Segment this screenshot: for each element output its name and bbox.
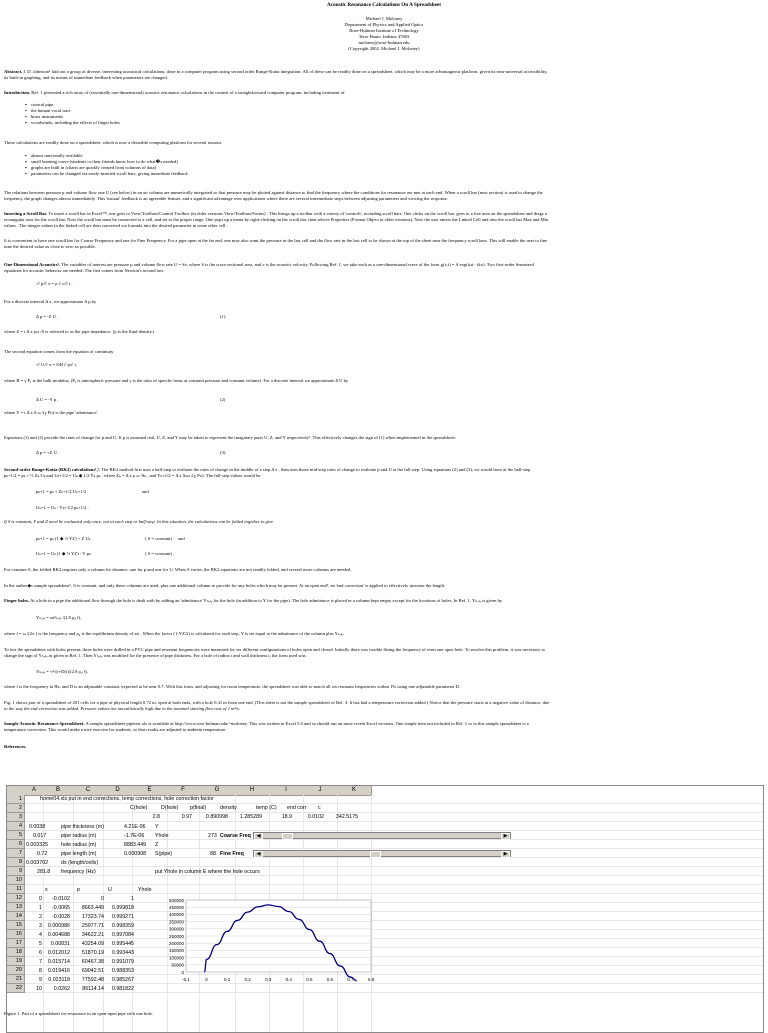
cell-e9: put Yhole in column E where the hole occurs bbox=[155, 869, 260, 875]
eq-1-number: (1) bbox=[220, 314, 226, 319]
cell-b9: frequency (Hz) bbox=[61, 869, 96, 875]
cell-a1: home04.xls put in end corrections, temp corrections, hole correction factor bbox=[40, 796, 214, 802]
table-cell: 10 bbox=[36, 986, 42, 992]
eq-3: Δ p = +Z U . bbox=[36, 450, 60, 455]
list-item: ▪ parameters can be changed via easily-inserted scroll bars, giving immediate feedback bbox=[31, 171, 188, 177]
y-tick-label: 350000 bbox=[168, 919, 184, 925]
grid-line bbox=[25, 875, 763, 876]
table-cell: 1 bbox=[131, 896, 134, 902]
row-header[interactable]: 4 bbox=[7, 822, 25, 831]
row-header[interactable]: 21 bbox=[7, 975, 25, 984]
column-header[interactable]: C bbox=[73, 786, 104, 796]
cell-a9: 281.8 bbox=[37, 869, 51, 875]
row-header[interactable]: 8 bbox=[7, 858, 25, 867]
header-cell: c bbox=[318, 805, 321, 811]
grid-line bbox=[25, 821, 763, 822]
row-header[interactable]: 19 bbox=[7, 957, 25, 966]
table-cell: 0.012012 bbox=[47, 950, 70, 956]
column-header[interactable]: B bbox=[43, 786, 74, 796]
row-header[interactable]: 7 bbox=[7, 849, 25, 858]
table-cell: 77592.48 bbox=[81, 977, 104, 983]
scroll-left-icon[interactable]: ◀ bbox=[254, 833, 263, 840]
fold-eq-1: pₖ+1 = pₖ (1 ◆ ½ YZ) + Z Uₖ bbox=[36, 536, 91, 541]
para-convenient-2: tune the desired value as close to zero as possible. bbox=[4, 244, 96, 249]
scroll-bar-para-2: rectangular area for the scroll bar. Now the scroll bar must be connected to a cell, and set to the proper range. One pops up a menu by right-clicking on the scroll bar, then selects Properties (Format Object in older versions). Now the user enters the Linked Cell and also the scroll bar Max and Min bbox=[4, 217, 549, 222]
table-cell: 8 bbox=[39, 968, 42, 974]
scroll-left-icon[interactable]: ◀ bbox=[254, 851, 263, 858]
coarse-freq-label: Coarse Freq bbox=[220, 833, 251, 839]
value-cell: 0.97 bbox=[181, 814, 192, 820]
header-cell: p(final) bbox=[190, 805, 207, 811]
cell-b8: dx (length/cells) bbox=[61, 860, 99, 866]
grid-line bbox=[25, 911, 763, 912]
eq-3-number: (3) bbox=[220, 450, 226, 455]
fold-eq-2: Uₖ+1 = Uₖ (1 ◆ ½ YZ) - Y pₖ bbox=[36, 551, 91, 556]
para-constant-s: For constant S, the folded RK2 requires only a column for distance, one for p and one for U. When S varies, the RK2 equations are not readily folded, and several more columns are needed. bbox=[4, 567, 352, 572]
grid-line bbox=[25, 974, 763, 975]
table-cell: 9 bbox=[39, 977, 42, 983]
table-cell: 0.995445 bbox=[111, 941, 134, 947]
y-tick-label: 500000 bbox=[168, 897, 184, 903]
para-second: The second equation comes from the equation of continuity bbox=[4, 349, 114, 354]
eq-2-number: (2) bbox=[220, 397, 226, 402]
y-tick-label: 200000 bbox=[168, 941, 184, 946]
para-bulk: where B = γ Pₐ is the bulk modulus, (Pₐ is atmospheric pressure and γ is the ratio of specific heats at constant pressure and constant volume). For a discrete interval we approximate Δ U by bbox=[4, 378, 349, 383]
table-cell: 43254.09 bbox=[81, 941, 104, 947]
row-header[interactable]: 16 bbox=[7, 930, 25, 939]
para-s-constant: If S is constant, Y and Z need be evaluated only once, not at each step or half-step. In this situation, the calculations can be folded together to give bbox=[4, 519, 274, 524]
grid-line bbox=[25, 938, 763, 939]
cell-b5: pipe radius (m) bbox=[61, 833, 97, 839]
abstract-line1: Abstract. I. D. Johnston¹ laid out a group of diverse, interesting acoustical calculations, done in a computer program using second order Runge-Kutta integration. All of these can be readily done on a spreadsheet, which may be a more advantageous platform, given its near-universal accessibility, bbox=[4, 69, 548, 74]
intro: Introduction. Ref. 1 presented a rich array of (essentially one-dimensional) acoustic resonance calculations in the context of a straightforward computer program, including treatment of bbox=[4, 90, 345, 95]
value-cell: 1.285289 bbox=[239, 814, 262, 820]
para-fig-1: Fig. 1 shows part of a spreadsheet of 201 cells for a pipe of physical length 0.72 m, open at both ends, with a hole 0.41 m from one end. (This sheet is not the sample spreadsheet of Ref. 3. It has had a temperature correction added.) Notice that the pressure starts at a negative value of distance, due bbox=[4, 700, 550, 705]
para-hz: where f is the frequency in Hz, and D is an adjustable constant, expected to be near 0.7. With this form, and adjusting for room temperature, the spreadsheet was able to match all six resonant frequencies within 1% using one adjustable parameter D. bbox=[4, 684, 461, 689]
table-cell: 0.988353 bbox=[111, 968, 134, 974]
rk-eq-2: Uₖ+1 = Uₖ - Yₖ+1/2 pₖ+1/2 . bbox=[36, 505, 89, 510]
rk-eq-1: pₖ+1 = pₖ + Zₖ+1/2 Uₖ+1/2 bbox=[36, 489, 87, 494]
coarse-frequency-scrollbar[interactable] bbox=[253, 832, 511, 839]
y-tick-label: 100000 bbox=[168, 955, 184, 961]
eq-newton: -∂ p/∂ x = ρ ∂ v/∂ t , bbox=[36, 281, 73, 286]
para-admittance: where Y = i Δ x S ω /(γ Po) is the pipe 'admittance'. bbox=[4, 410, 99, 415]
y-tick-label: 400000 bbox=[168, 912, 184, 918]
table-cell: 0.999271 bbox=[111, 914, 134, 920]
references-title: References. bbox=[4, 744, 27, 749]
table-cell: 0.015714 bbox=[47, 959, 70, 965]
column-header[interactable]: H bbox=[235, 786, 270, 796]
table-cell: 17323.74 bbox=[81, 914, 104, 920]
x-tick-label: 0.5 bbox=[306, 977, 313, 982]
row-header[interactable]: 13 bbox=[7, 903, 25, 912]
table-cell: 86114.14 bbox=[82, 986, 104, 992]
scroll-bar-para-1: Inserting a Scroll Bar. To insert a scroll bar in Excel™, one goes to View/Toolbars/Control Toolbox (in older versions View/Toolbars/Forms) . This brings up a toolbar with a variety of 'controls', including scroll bars. One clicks on the scroll bar, goes to a free area on the spreadsheet and drags a bbox=[4, 211, 547, 216]
sample-para-1: Sample Acoustic Resonance Spreadsheet. A sample spreadsheet pipetest.xls is available at http://www.rose-hulman.edu/~moloney. This was written in Excel 5.0 and so should run on more recent Excel versions. One simple item not included in Ref. 1 or in this sample spreadsheet is a bbox=[4, 721, 529, 726]
table-cell: 0.985267 bbox=[111, 977, 134, 983]
header-cell: D(hole) bbox=[161, 805, 179, 811]
city: Terre Haute, Indiana 47803 bbox=[358, 34, 410, 39]
row-header[interactable]: 2 bbox=[7, 804, 25, 813]
list-item: ▪ the human vocal tract bbox=[31, 108, 71, 114]
list-item: ▪ small learning curve (students or their friends know how to do what�s needed) bbox=[31, 159, 178, 165]
table-cell: 0.00831 bbox=[50, 941, 70, 947]
grid-line bbox=[25, 857, 763, 858]
table-cell: 7 bbox=[39, 959, 42, 965]
row-header[interactable]: 18 bbox=[7, 948, 25, 957]
cell-b7: pipe length (m) bbox=[61, 851, 97, 857]
table-cell: 4 bbox=[39, 932, 42, 938]
row-header[interactable]: 3 bbox=[7, 813, 25, 822]
grid-line bbox=[25, 956, 763, 957]
table-cell: -0.0102 bbox=[52, 896, 70, 902]
cell-e6: Z bbox=[155, 842, 159, 848]
grid-line bbox=[25, 848, 763, 849]
table-cell: 60467.38 bbox=[81, 959, 104, 965]
scroll-right-icon[interactable]: ▶ bbox=[501, 833, 510, 840]
cell-b4: pipe thickness (m) bbox=[61, 824, 104, 830]
column-header[interactable]: J bbox=[303, 786, 338, 796]
y-tick-label: 300000 bbox=[168, 926, 184, 932]
cell-d4: 4.21E-06 bbox=[124, 824, 146, 830]
row-header[interactable]: 6 bbox=[7, 840, 25, 849]
copyright: (Copyright 2002, Michael J. Moloney) bbox=[348, 46, 420, 51]
column-header[interactable]: A bbox=[25, 786, 44, 796]
para-equations: Equations (1) and (2) provide the rates of change for p and U. If p is assumed real, U, Z, and Y may be taken to represent the imaginary parts U, Z, and Y respectively¹. This effectively changes the sign of (1) when implemented in the spreadsheet: bbox=[4, 435, 456, 440]
abstract-line2: its built-in graphing, and its means of immediate feedback when parameters are changed. bbox=[4, 75, 168, 80]
table-cell: 0.004688 bbox=[47, 932, 70, 938]
grid-line bbox=[25, 992, 763, 993]
para-easy: These calculations are readily done on a spreadsheet, which is now a desirable computing platform for several reasons bbox=[4, 140, 222, 145]
grid-line bbox=[25, 866, 763, 867]
value-cell: 0.0102 bbox=[307, 814, 324, 820]
column-header[interactable]: K bbox=[337, 786, 372, 796]
x-tick-label: 0.4 bbox=[285, 977, 292, 982]
column-header[interactable]: D bbox=[103, 786, 133, 796]
email: moloney@rose-hulman.edu bbox=[358, 40, 410, 45]
table-cell: 0.000986 bbox=[47, 923, 70, 929]
header-cell: temp (C) bbox=[256, 805, 277, 811]
scroll-thumb[interactable] bbox=[370, 851, 381, 858]
row-header[interactable]: 15 bbox=[7, 921, 25, 930]
table-cell: 0.998359 bbox=[111, 923, 134, 929]
y-tick-label: 250000 bbox=[168, 933, 184, 939]
table-cell: 0.019416 bbox=[47, 968, 70, 974]
para-z: where Z = i Δ x ρω /S is referred to as the pipe impedance. (ρ is the fluid density.) bbox=[4, 329, 155, 334]
scroll-right-icon[interactable]: ▶ bbox=[501, 851, 510, 858]
table-cell: 0.999818 bbox=[111, 905, 134, 911]
table-cell: 69042.51 bbox=[81, 968, 104, 974]
grid-line bbox=[25, 893, 763, 894]
eq-2: Δ U = -Y p , bbox=[36, 397, 59, 402]
y-tick-label: 0 bbox=[181, 969, 184, 975]
rk-para-1: Second-order Runge-Kutta (RK2) calculations¹,². The RK2 method first uses a half-step to evaluate the rates of change in the middle of a step Δ x , then uses those mid-step rates of change to evaluate p and U at the full step. Using equations (2) and (3), we would have at the half-step bbox=[4, 467, 531, 472]
table-cell: 0 bbox=[39, 896, 42, 902]
cell-a5: 0.017 bbox=[33, 833, 47, 839]
cell-d7: 0.000908 bbox=[124, 851, 147, 857]
column-header[interactable]: G bbox=[199, 786, 236, 796]
fold-eq-1-note: ( S = constant) bbox=[145, 536, 172, 541]
fine-freq-value: 88 bbox=[210, 851, 216, 857]
para-convenient-1: It is convenient to have one scroll bar for Coarse Frequency and one for Fine Frequency. For a pipe open at the far end, one may also want the pressure in the last cell and the flow rate in the last cell to be shown at the top of the sheet near the frequency scroll bars. This will enable the user to fine bbox=[4, 238, 548, 243]
oned-para-2: equations for acoustic behavior are needed. The first comes from Newton's second law: bbox=[4, 268, 165, 273]
cell-c11: p bbox=[77, 887, 80, 893]
table-cell: 2 bbox=[39, 914, 42, 920]
para-relations-2: frequency, the graph changes almost immediately. This 'instant' feedback is an agreeable feature, and a significant advantage over applications where there are several intermediate steps between adjusting parameters and viewing the response. bbox=[4, 196, 448, 201]
table-cell: -0.0065 bbox=[52, 905, 70, 911]
para-frequency: where f = ω /(2π ) is the frequency and ρ₀ is the equilibrium density of air . When the factor (1-YZ/2) is calculated for each step, Y is set equal to the admittance of the column plus Yₕₒₗₑ bbox=[4, 631, 344, 636]
x-tick-label: 0.6 bbox=[326, 977, 334, 982]
oned-para-1: One-Dimensional Acoustics¹. The variables of interest are pressure p and volume flow rate U = Sv, where S is the cross-sectional area, and v is the acoustic velocity. Following Ref. 1, we take each as a one-dimensional wave of the form g(x,t) = A exp(iωt - ikx). Two first-order linearized bbox=[4, 262, 534, 267]
scroll-bar-para-3: values . The integer values in the linked cell are then converted via formula into the desired parameter in some other cell . bbox=[4, 223, 228, 228]
author: Michael J. Moloney bbox=[365, 16, 403, 21]
x-tick-label: 0.8 bbox=[367, 977, 375, 982]
row-header[interactable]: 22 bbox=[7, 984, 25, 993]
cell-e7: S(pipe) bbox=[155, 851, 173, 857]
eq-1: Δ p = -Z U , bbox=[36, 314, 59, 319]
cell-a4: 0.0038 bbox=[29, 824, 46, 830]
list-item: ▪ conical pipe bbox=[31, 102, 53, 108]
sample-para-2: temperature correction. This would make a nice exercise for students, so that results are adjusted to ambient temperature. bbox=[4, 727, 227, 732]
row-header[interactable]: 1 bbox=[7, 795, 25, 804]
para-test-2: change the sign of Yₕₒₗₑ as given in Ref. 1. Then Yₕₒₗₑ was modified for the presence of pipe thickness. For a hole of radius r and wall thickness t, the form used was bbox=[4, 653, 306, 658]
table-cell: 0.981822 bbox=[111, 986, 134, 992]
header-cell: end corr bbox=[287, 805, 307, 811]
grid-line bbox=[25, 947, 763, 948]
cell-e11: Yhole bbox=[138, 887, 152, 893]
cell-e4: Y bbox=[155, 824, 159, 830]
list-item: ▪ graphs are built in (charts are quickly created from columns of data) bbox=[31, 165, 156, 171]
table-cell: 0.993443 bbox=[111, 950, 134, 956]
row-header[interactable]: 5 bbox=[7, 831, 25, 840]
cell-a8: 0.003702 bbox=[26, 860, 49, 866]
fold-eq-1-and: and bbox=[178, 536, 185, 541]
table-cell: 0 bbox=[101, 896, 104, 902]
x-tick-label: 0.2 bbox=[244, 977, 251, 982]
para-author: In the author◆s sample spreadsheet³, S is constant, and only these columns are used, plus one additional column to provide for any holes which may be present. At an open end¹, an 'end correction' is applied to effectively increase the length. bbox=[4, 583, 446, 588]
table-cell: 51870.19 bbox=[81, 950, 104, 956]
value-cell: 18.9 bbox=[281, 814, 292, 820]
pressure-chart bbox=[150, 896, 375, 984]
table-cell: 0.023118 bbox=[48, 977, 70, 983]
row-header[interactable]: 11 bbox=[7, 885, 25, 894]
grid-line bbox=[25, 830, 763, 831]
value-cell: 342.5175 bbox=[335, 814, 358, 820]
table-cell: 34622.21 bbox=[81, 932, 104, 938]
eq-continuity: -∂ U/∂ x = S/B ∂ p/∂ t, bbox=[36, 362, 78, 367]
x-tick-label: 0.3 bbox=[265, 977, 272, 982]
department: Department of Physics and Applied Optics bbox=[344, 22, 424, 27]
list-item: ▪ woodwinds, including the effects of finger holes bbox=[31, 120, 120, 126]
y-tick-label: 50000 bbox=[171, 962, 184, 968]
para-fig-2: to the way the end correction was added. Pressure values are unrealistically high due to the nominal starting flow rate of 1 m³/s. bbox=[4, 706, 241, 711]
eq-yhole-2: Yₕₒₗₑ = -r²/(r+D(t)/(2.8 ρ₀ f), bbox=[36, 669, 88, 674]
table-cell: 6 bbox=[39, 950, 42, 956]
x-tick-label: -0.1 bbox=[182, 977, 190, 982]
grid-line bbox=[25, 839, 763, 840]
rk-and: and bbox=[142, 489, 149, 494]
finger-holes-para: Finger holes. At a hole in a pipe the additional flow through the hole is dealt with by adding an 'admittance' Yₕₒₗₑ for the hole (in addition to Y for the pipe). The hole admittance is placed in a column kept empty except for the locations of holes. In Ref. 1, Yₕₒₗₑ is given by bbox=[4, 598, 503, 603]
table-cell: 0.997084 bbox=[111, 932, 134, 938]
grid-line bbox=[25, 812, 763, 813]
row-header[interactable]: 9 bbox=[7, 867, 25, 876]
value-cell: 2.8 bbox=[152, 814, 160, 820]
table-cell: 25977.71 bbox=[81, 923, 104, 929]
table-cell: 3 bbox=[39, 923, 42, 929]
column-header[interactable]: F bbox=[167, 786, 200, 796]
row-header[interactable]: 20 bbox=[7, 966, 25, 975]
x-tick-label: 0.1 bbox=[223, 977, 231, 982]
value-cell: 0.890998 bbox=[205, 814, 228, 820]
para-discrete: For a discrete interval Δ x, we approximate Δ p by bbox=[4, 299, 97, 304]
cell-d6: 8883.449 bbox=[124, 842, 147, 848]
table-cell: 8663.449 bbox=[81, 905, 104, 911]
row-header[interactable]: 14 bbox=[7, 912, 25, 921]
fold-eq-2-note: ( S = constant) . bbox=[145, 551, 175, 556]
header-cell: density bbox=[220, 805, 237, 811]
table-cell: 0.0262 bbox=[53, 986, 70, 992]
table-cell: -0.0028 bbox=[52, 914, 70, 920]
table-cell: 0.991079 bbox=[111, 959, 134, 965]
y-tick-label: 150000 bbox=[168, 948, 184, 954]
column-header[interactable]: I bbox=[269, 786, 304, 796]
grid-line bbox=[25, 803, 763, 804]
institution: Rose-Hulman Institute of Technology bbox=[349, 28, 419, 33]
doc-title: Acoustic Resonance Calculations On A Spreadsheet bbox=[327, 2, 441, 8]
eq-yhole: Yₕₒₗₑ = πa²ₕₒₗₑ /(2.8 ρ₀ f), bbox=[36, 615, 82, 620]
cell-e5: Yhole bbox=[155, 833, 169, 839]
rk-para-2: pₖ+1/2 = pₖ + ½ Zₖ Uₖ and Uₖ+1/2 = Uₖ ◆ 1/2 Yₖ pₖ , where Zₖ = Δ x ρ ω /Sₖ , and Yₖ+1/2 = Δ x Sₖω /(γ Po). The full-step values would be bbox=[4, 473, 261, 478]
row-header[interactable]: 12 bbox=[7, 894, 25, 903]
grid-line bbox=[25, 983, 763, 984]
spreadsheet-figure bbox=[6, 785, 764, 1033]
list-item: ▪ almost universally available bbox=[31, 153, 83, 159]
y-tick-label: 450000 bbox=[168, 905, 184, 910]
table-cell: 5 bbox=[39, 941, 42, 947]
column-header[interactable]: E bbox=[132, 786, 168, 796]
list-item: ▪ brass instruments bbox=[31, 114, 63, 120]
cell-d11: U bbox=[108, 887, 112, 893]
grid-line bbox=[25, 884, 763, 885]
coarse-freq-value: 273 bbox=[208, 833, 217, 839]
figure-caption: Figure 1. Part of a spreadsheet for resonance in an open-open pipe with one hole. bbox=[4, 1011, 153, 1016]
para-relations-1: The relations between pressure p and volume flow rate U (see below) in an air column are numerically integrated so that pressure may be plotted against distance to find the frequency where the conditions for resonance are met at each end. When a scroll bar (next section) is used to change the bbox=[4, 190, 543, 195]
grid-line bbox=[25, 902, 763, 903]
cell-a7: 0.72 bbox=[37, 851, 48, 857]
document-page bbox=[4, 0, 766, 1024]
cell-b6: hole radius (m) bbox=[61, 842, 97, 848]
x-tick-label: 0.7 bbox=[347, 977, 354, 982]
fine-freq-label: Fine Freq bbox=[220, 851, 244, 857]
row-header[interactable]: 17 bbox=[7, 939, 25, 948]
x-tick-label: 0 bbox=[205, 977, 208, 982]
header-cell: C(hole) bbox=[130, 805, 148, 811]
fine-frequency-scrollbar[interactable] bbox=[253, 850, 511, 857]
row-header[interactable]: 10 bbox=[7, 876, 25, 885]
scroll-thumb[interactable] bbox=[282, 833, 293, 840]
para-test-1: To test the spreadsheet with holes present, three holes were drilled in a PVC pipe and resonant frequencies were measured for six different configurations of holes open and closed. Initially there was trouble fitting the frequency of even one open hole. To resolve this problem, it was necessary to bbox=[4, 647, 546, 652]
grid-line bbox=[25, 920, 763, 921]
cell-a6: 0.003325 bbox=[26, 842, 49, 848]
cell-b11: x bbox=[45, 887, 48, 893]
table-cell: 1 bbox=[39, 905, 42, 911]
cell-d5: -1.7E-06 bbox=[124, 833, 145, 839]
